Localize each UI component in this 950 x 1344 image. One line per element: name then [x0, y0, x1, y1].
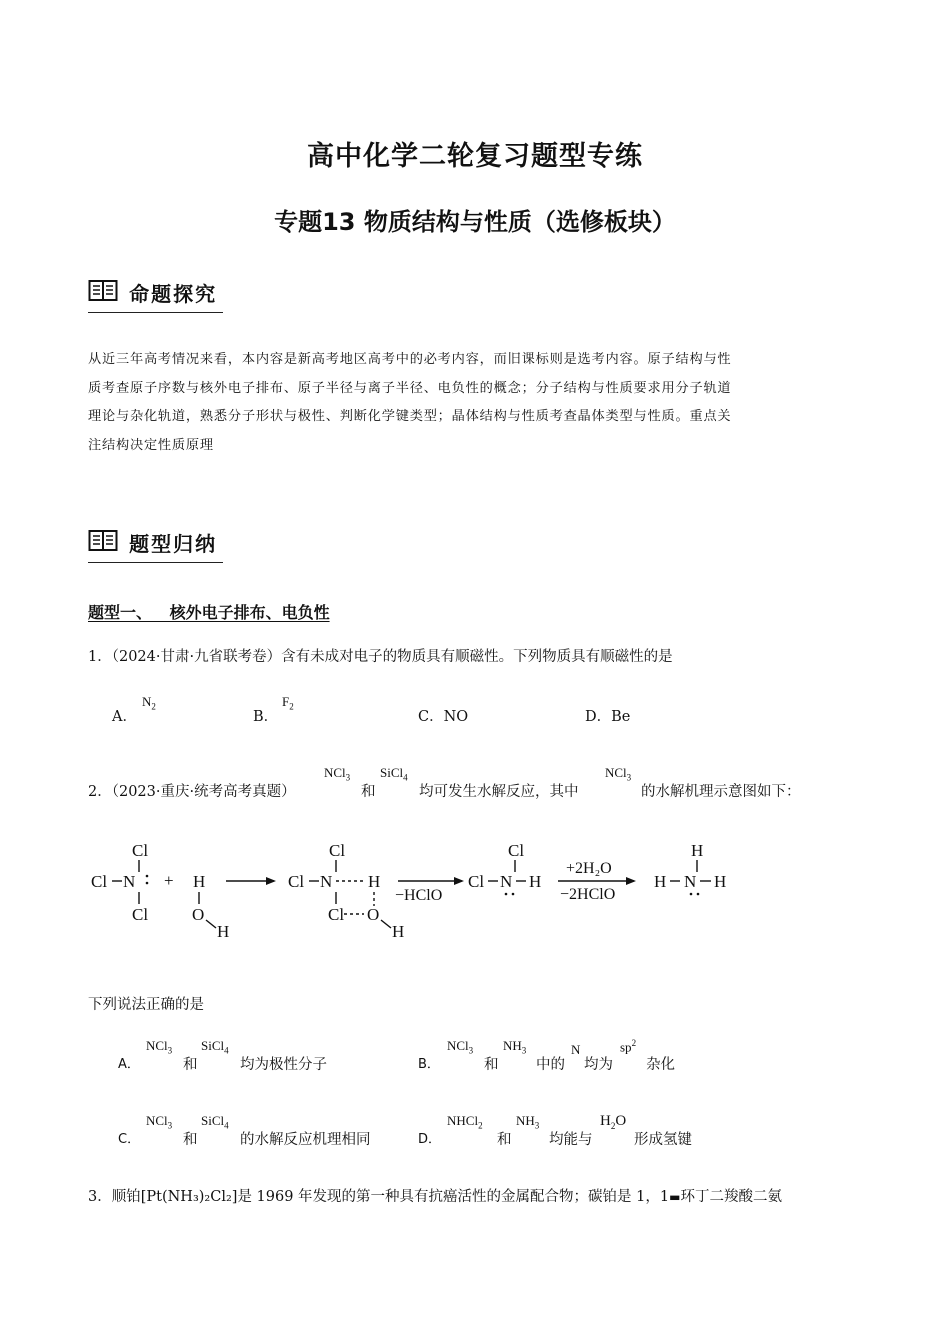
formula-subscript: 4 — [224, 1120, 229, 1131]
formula-nh3 — [516, 1113, 539, 1131]
hydrolysis-mechanism-diagram — [88, 836, 748, 941]
question-2-suffix: 的水解机理示意图如下： — [641, 784, 801, 800]
atom-label: H — [217, 922, 230, 941]
formula-ncl3 — [146, 1038, 172, 1056]
formula-subscript: 2 — [151, 701, 156, 712]
q2-option-c-text: 的水解反应机理相同 — [240, 1132, 371, 1148]
formula-n: N — [571, 1042, 581, 1057]
atom-label: Cl — [328, 905, 345, 924]
plus-sign: + — [164, 871, 174, 890]
book-icon — [88, 529, 118, 557]
formula-text: NCl — [146, 1113, 168, 1128]
formula-nh3 — [503, 1038, 526, 1056]
option-label: A． — [112, 709, 137, 725]
atom-label: H — [193, 872, 206, 891]
arrow-condition: −HClO — [395, 887, 443, 904]
q2-option-c-label: C． — [118, 1132, 141, 1147]
section-heading-label: 命题探究 — [129, 282, 218, 306]
atom-label: H — [368, 872, 381, 891]
q2-option-a-text: 均为极性分子 — [240, 1057, 327, 1073]
q2-option-b-text: 杂化 — [646, 1057, 675, 1073]
q1-option-b — [253, 705, 278, 726]
q2-option-b-mid2: 均为 — [584, 1057, 613, 1073]
question-3-tail: 环丁二羧酸二氨 — [680, 1189, 782, 1205]
formula-text: N — [142, 694, 152, 709]
atom-label: Cl — [132, 841, 149, 860]
intro-paragraph — [88, 346, 863, 460]
formula-subscript: 2 — [289, 701, 294, 712]
formula-superscript: 2 — [631, 1038, 637, 1048]
formula-subscript: 3 — [167, 1045, 173, 1056]
intro-line: 质考查原子序数与核外电子排布、原子半径与离子半径、电负性的概念；分子结构与性质要求用分子轨道 — [88, 380, 732, 396]
formula-subscript: 3 — [521, 1045, 527, 1056]
book-icon — [88, 279, 118, 307]
formula-text: NH — [503, 1038, 522, 1053]
page-title: 高中化学二轮复习题型专练 — [307, 141, 643, 172]
atom-label: Cl — [508, 841, 525, 860]
atom-label: N — [684, 872, 697, 891]
arrow-condition: +2H₂O — [566, 860, 612, 877]
option-label: B． — [253, 709, 279, 725]
conjunction: 和 — [183, 1132, 198, 1148]
arrow-condition: −2HClO — [560, 886, 616, 903]
section-heading-exploration — [88, 278, 223, 313]
question-3-stem — [88, 1185, 782, 1206]
atom-label: Cl — [91, 872, 108, 891]
formula-nhcl2 — [447, 1113, 483, 1131]
formula-text: SiCl — [380, 765, 404, 780]
atom-label: O — [367, 905, 380, 924]
formula-text: SiCl — [201, 1038, 225, 1053]
formula-text: NCl — [146, 1038, 168, 1053]
atom-label: N — [500, 872, 513, 891]
atom-label: H — [691, 841, 704, 860]
atom-label: Cl — [132, 905, 149, 924]
intro-line: 注结构决定性质原理 — [88, 437, 214, 453]
formula-subscript: 3 — [468, 1045, 474, 1056]
conjunction: 和 — [183, 1057, 198, 1073]
question-3-text: 3．顺铂[Pt(NH₃)₂Cl₂]是 1969 年发现的第一种具有抗癌活性的金属配合物；碳铂是 1，1 — [88, 1189, 670, 1205]
formula-subscript: 4 — [403, 772, 408, 783]
formula-subscript: 3 — [534, 1120, 540, 1131]
atom-label: O — [192, 905, 205, 924]
dash-glyph: ▬ — [669, 1190, 681, 1204]
formula-subscript: 4 — [224, 1045, 229, 1056]
q2-option-d-mid: 均能与 — [549, 1132, 593, 1148]
formula-sicl4 — [201, 1038, 229, 1056]
formula-ncl3 — [605, 765, 631, 783]
atom-label: H — [529, 872, 542, 891]
page-subtitle: 专题13 物质结构与性质（选修板块） — [274, 208, 676, 236]
formula-subscript: 2 — [610, 1121, 616, 1131]
question-2-prefix: 2．（2023·重庆·统考高考真题） — [88, 784, 296, 800]
formula-subscript: 2 — [478, 1120, 483, 1131]
q2-option-d-label: D． — [418, 1132, 442, 1147]
question-type-heading: 题型一、 核外电子排布、电负性 — [88, 603, 330, 622]
intro-line: 理论与杂化轨道，熟悉分子形状与极性、判断化学键类型；晶体结构与性质考查晶体类型与性质。重点关 — [88, 409, 732, 424]
q2-option-b-mid: 中的 — [536, 1057, 565, 1073]
conjunction: 和 — [484, 1057, 499, 1073]
section-heading-label: 题型归纳 — [129, 532, 218, 556]
q2-option-a-label: A． — [118, 1057, 140, 1072]
q2-option-d-text: 形成氢键 — [634, 1132, 692, 1148]
q1-option-a-formula — [142, 694, 156, 712]
conjunction: 和 — [361, 784, 376, 800]
section-heading-types — [88, 528, 223, 563]
q2-option-b-label: B． — [418, 1057, 440, 1072]
formula-sp2 — [620, 1038, 636, 1055]
q1-option-a — [112, 705, 137, 726]
formula-h2o — [600, 1113, 626, 1131]
formula-text: O — [615, 1113, 627, 1129]
atom-label: N — [320, 872, 333, 891]
atom-label: Cl — [329, 841, 346, 860]
formula-text: NCl — [447, 1038, 469, 1053]
atom-label: N — [123, 872, 136, 891]
q1-option-d: D．Be — [585, 709, 631, 725]
formula-text: NCl — [324, 765, 346, 780]
formula-text: NHCl — [447, 1113, 479, 1128]
formula-text: NH — [516, 1113, 535, 1128]
atom-label: H — [654, 872, 667, 891]
conjunction: 和 — [497, 1132, 512, 1148]
atom-label: Cl — [288, 872, 305, 891]
atom-label: Cl — [468, 872, 485, 891]
intro-line: 从近三年高考情况来看，本内容是新高考地区高考中的必考内容，而旧课标则是选考内容。原子结构与性 — [88, 352, 732, 367]
formula-subscript: 3 — [345, 772, 351, 783]
atom-label: H — [392, 922, 405, 941]
atom-label: H — [714, 872, 727, 891]
formula-subscript: 3 — [167, 1120, 173, 1131]
formula-subscript: 3 — [626, 772, 632, 783]
formula-ncl3 — [146, 1113, 172, 1131]
formula-sicl4 — [380, 765, 408, 783]
formula-ncl3 — [324, 765, 350, 783]
q1-option-b-formula — [282, 694, 294, 712]
formula-text: H — [600, 1113, 611, 1129]
formula-text: NCl — [605, 765, 627, 780]
question-1-stem: 1．（2024·甘肃·九省联考卷）含有未成对电子的物质具有顺磁性。下列物质具有顺磁性的是 — [88, 649, 673, 665]
formula-sicl4 — [201, 1113, 229, 1131]
question-2-prompt: 下列说法正确的是 — [88, 997, 204, 1013]
formula-ncl3 — [447, 1038, 473, 1056]
question-2-mid: 均可发生水解反应，其中 — [419, 784, 579, 800]
formula-text: F — [282, 694, 290, 709]
formula-text: sp — [620, 1039, 632, 1055]
formula-text: SiCl — [201, 1113, 225, 1128]
q1-option-c: C．NO — [418, 709, 469, 725]
